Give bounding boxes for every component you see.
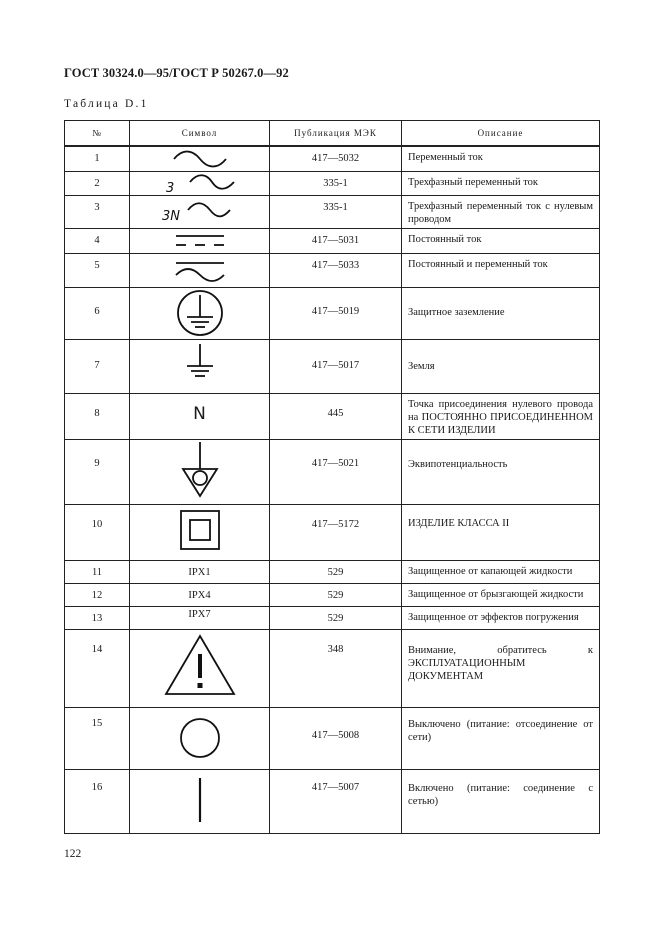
symbol-cell xyxy=(130,560,270,583)
row-publication: 529 xyxy=(270,606,402,629)
protective-earth-icon xyxy=(172,288,228,338)
row-publication: 417—5017 xyxy=(270,339,402,393)
row-publication: 417—5172 xyxy=(270,504,402,560)
symbol-cell xyxy=(130,171,270,195)
table-row xyxy=(65,253,600,287)
row-num: 7 xyxy=(65,339,130,393)
row-num: 16 xyxy=(65,769,130,833)
symbol-cell xyxy=(130,707,270,769)
table-row xyxy=(65,287,600,339)
row-num: 10 xyxy=(65,504,130,560)
table-row xyxy=(65,393,600,439)
power-on-icon xyxy=(190,770,210,830)
class-ii-equipment-icon xyxy=(175,505,225,557)
row-description: Внимание, обратитесь к ЭКСПЛУАТАЦИОННЫМ ДОКУМЕНТАМ xyxy=(402,629,600,707)
equipotentiality-icon xyxy=(175,440,225,502)
ip-rating-label: IPX4 xyxy=(188,589,211,601)
row-num: 11 xyxy=(65,560,130,583)
table-row xyxy=(65,195,600,228)
page-number: 122 xyxy=(64,848,82,860)
table-row xyxy=(65,439,600,504)
row-publication: 348 xyxy=(270,629,402,707)
row-publication: 529 xyxy=(270,583,402,606)
dc-and-ac-icon xyxy=(168,254,232,286)
neutral-point-icon: N xyxy=(193,403,206,424)
header-num: № xyxy=(65,121,130,147)
table-row xyxy=(65,707,600,769)
row-description: Защищенное от брызгающей жидкости xyxy=(402,583,600,606)
ip-rating-label: IPX7 xyxy=(188,608,211,620)
row-publication: 417—5032 xyxy=(270,146,402,171)
row-description: Постоянный и переменный ток xyxy=(402,253,600,287)
attention-warning-icon xyxy=(160,630,240,704)
row-num: 6 xyxy=(65,287,130,339)
row-description: Постоянный ток xyxy=(402,228,600,253)
row-description: Защитное заземление xyxy=(402,287,600,339)
header-description: Описание xyxy=(402,121,600,147)
row-description: Переменный ток xyxy=(402,146,600,171)
table-caption: Таблица D.1 xyxy=(64,98,149,110)
row-publication: 417—5033 xyxy=(270,253,402,287)
symbol-cell xyxy=(130,146,270,171)
row-description: Защищенное от капающей жидкости xyxy=(402,560,600,583)
row-num: 15 xyxy=(65,707,130,769)
row-description: Трехфазный переменный ток с нулевым проводом xyxy=(402,195,600,228)
symbol-cell xyxy=(130,439,270,504)
row-publication: 417—5031 xyxy=(270,228,402,253)
row-num: 5 xyxy=(65,253,130,287)
row-num: 14 xyxy=(65,629,130,707)
alternating-current-icon xyxy=(168,147,232,169)
symbol-cell xyxy=(130,253,270,287)
symbol-label: 3N xyxy=(161,208,180,224)
row-publication: 417—5007 xyxy=(270,769,402,833)
row-num: 9 xyxy=(65,439,130,504)
header-symbol: Символ xyxy=(130,121,270,147)
symbol-cell xyxy=(130,583,270,606)
power-off-icon xyxy=(175,708,225,768)
row-description: Земля xyxy=(402,339,600,393)
table-row xyxy=(65,560,600,583)
row-description: Защищенное от эффектов погружения xyxy=(402,606,600,629)
row-publication: 445 xyxy=(270,393,402,439)
ip-rating-label: IPX1 xyxy=(188,566,211,578)
row-num: 2 xyxy=(65,171,130,195)
row-num: 3 xyxy=(65,195,130,228)
three-phase-neutral-ac-icon xyxy=(160,196,240,224)
row-num: 1 xyxy=(65,146,130,171)
table-row xyxy=(65,146,600,171)
row-publication: 529 xyxy=(270,560,402,583)
symbol-cell xyxy=(130,339,270,393)
symbol-cell xyxy=(130,504,270,560)
symbol-cell xyxy=(130,629,270,707)
row-num: 4 xyxy=(65,228,130,253)
document-header: ГОСТ 30324.0—95/ГОСТ Р 50267.0—92 xyxy=(64,66,289,80)
symbols-table xyxy=(64,120,600,834)
symbol-cell xyxy=(130,287,270,339)
row-publication: 417—5021 xyxy=(270,439,402,504)
table-row xyxy=(65,583,600,606)
symbol-cell xyxy=(130,769,270,833)
row-publication: 335-1 xyxy=(270,171,402,195)
row-description: Эквипотенциальность xyxy=(402,439,600,504)
three-phase-ac-icon xyxy=(160,172,240,194)
table-header-row xyxy=(65,121,600,147)
table-row xyxy=(65,228,600,253)
row-publication: 417—5019 xyxy=(270,287,402,339)
direct-current-icon xyxy=(168,229,232,251)
header-publication: Публикация МЭК xyxy=(270,121,402,147)
row-num: 8 xyxy=(65,393,130,439)
table-row xyxy=(65,769,600,833)
row-publication: 335-1 xyxy=(270,195,402,228)
row-description: Включено (питание: соединение с сетью) xyxy=(402,769,600,833)
row-description: Выключено (питание: отсоединение от сети) xyxy=(402,707,600,769)
row-description: ИЗДЕЛИЕ КЛАССА II xyxy=(402,504,600,560)
table-row xyxy=(65,606,600,629)
symbol-cell xyxy=(130,606,270,629)
row-description: Трехфазный переменный ток xyxy=(402,171,600,195)
row-publication: 417—5008 xyxy=(270,707,402,769)
symbol-cell xyxy=(130,393,270,439)
row-num: 13 xyxy=(65,606,130,629)
earth-icon xyxy=(175,340,225,388)
symbol-label: 3 xyxy=(165,180,174,194)
row-description: Точка присоединения нулевого провода на ПОСТОЯННО ПРИСОЕДИНЕННОМ К СЕТИ ИЗДЕЛИИ xyxy=(402,393,600,439)
table-row xyxy=(65,629,600,707)
row-num: 12 xyxy=(65,583,130,606)
table-row xyxy=(65,339,600,393)
symbol-cell xyxy=(130,228,270,253)
symbol-cell xyxy=(130,195,270,228)
table-row xyxy=(65,504,600,560)
table-row xyxy=(65,171,600,195)
